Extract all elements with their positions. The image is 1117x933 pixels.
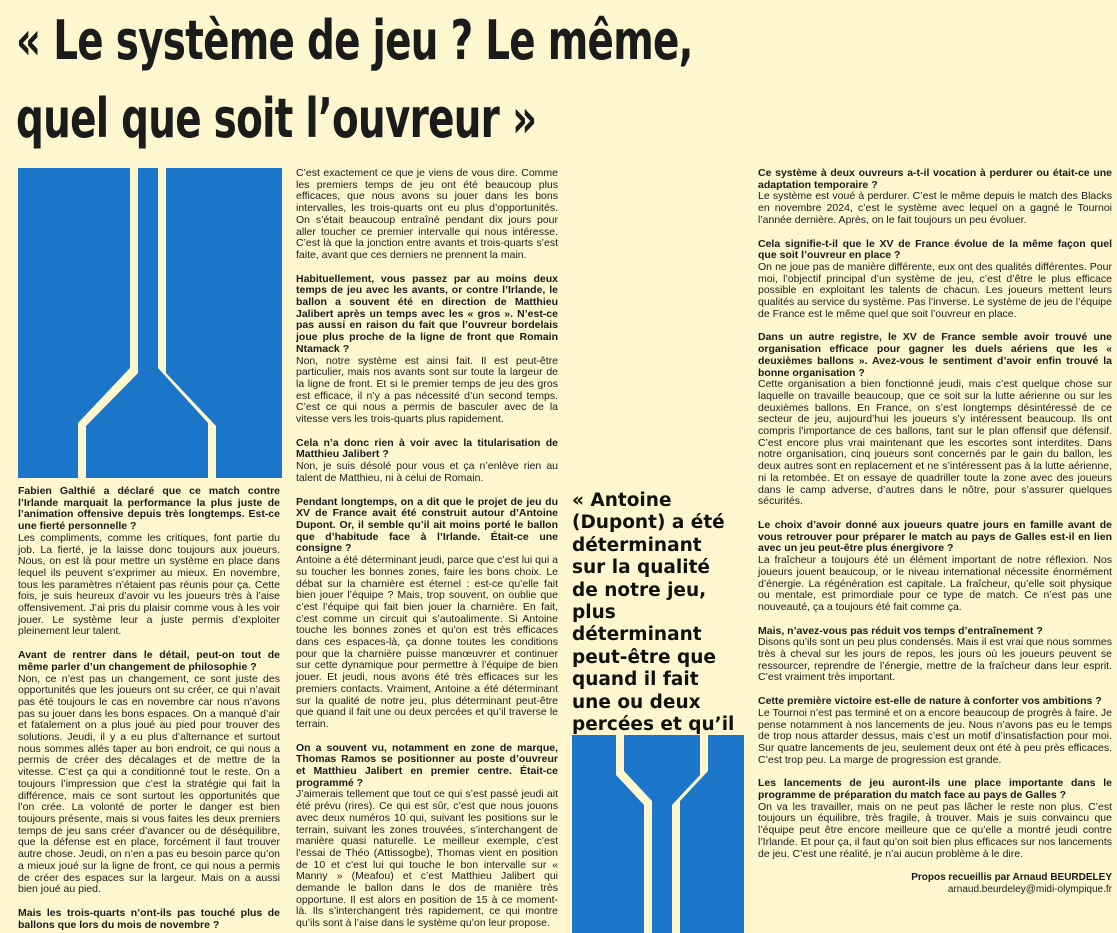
quote-mark-icon [572, 735, 744, 933]
question: Ce système à deux ouvreurs a-t-il vocation à perdurer ou était-ce une adaptation temporaire ? [758, 167, 1112, 191]
question: Dans un autre registre, le XV de France semble avoir trouvé une organisation efficace pour gagner les duels aériens que les « deuxièmes ballons ». Avez-vous le sentiment d’avoir enfin trouvé la bonne organisation ? [758, 331, 1112, 379]
answer: Le Tournoi n’est pas terminé et on a encore beaucoup de progrès à faire. Je pense notamment à nos lancements de jeu. Nous n’avons pas eu le temps de trop nous attarder dessus, mais c’est un motif d’insatisfaction pour moi. Sur quatre lancements de jeu, seulement deux ont été à peu près efficaces. C’est trop peu. La marge de progression est grande. [758, 706, 1112, 766]
question: Avant de rentrer dans le détail, peut-on tout de même parler d’un changement de philosophie ? [18, 649, 280, 673]
question: Cette première victoire est-elle de nature à conforter vos ambitions ? [758, 695, 1102, 708]
question: Les lancements de jeu auront-ils une place importante dans le programme de préparation du match face au pays de Galles ? [758, 777, 1112, 802]
answer: On va les travailler, mais on ne peut pas lâcher le reste non plus. C’est toujours un équilibre, très fragile, à trouver. Mais je suis convaincu que l’équipe peut être encore meilleure que ce qu’elle a montré jeudi contre l’Irlande. Et pour ça, il faut qu’on soit bien plus efficaces sur nos lancements de jeu. C’est une réalité, je n’ai aucun problème à le dire. [758, 800, 1112, 860]
column-2 [296, 168, 558, 930]
answer: Antoine a été déterminant jeudi, parce que c’est lui qui a su toucher les bonnes zones, faire les bons choix. Le débat sur la charnière est éternel : est-ce qu’elle fait bien jouer l’équipe ? Mais, trop souvent, on oublie que c’est l’équipe qui fait bien jouer la charnière. En fait, c’est comme un circuit qui s’autoalimente. Si Antoine touche les bonnes zones et qu’on est très efficaces dans ces espaces-là, ça donne toutes les conditions pour que la charnière puisse manœuvrer et continuer sur cette dynamique pour permettre à l’équipe de bien jouer. Et jeudi, nous avons été très efficaces sur les premiers contacts. Vraiment, Antoine a été déterminant sur la qualité de notre jeu, plus déterminant peut-être que quand il fait une ou deux percées et qu’il traverse le terrain. [296, 554, 558, 730]
answer: Non, je suis désolé pour vous et ça n’enlève rien au talent de Matthieu, ni à celui de Romain. [296, 460, 558, 484]
question: Cela n’a donc rien à voir avec la titularisation de Matthieu Jalibert ? [296, 436, 558, 461]
byline-email[interactable]: arnaud.beurdeley@midi-olympique.fr [947, 883, 1112, 895]
answer: J’aimerais tellement que tout ce qui s’est passé jeudi ait été prévu (rires). Ce qui est sûr, c’est que nous jouons avec deux numéros 10 qui, suivant les positions sur le terrain, suivant les zones trouvées, s’interchangent de manière quasi naturelle. Le meilleur exemple, c’est l’essai de Théo (Attissogbe), Thomas vient en position de 10 et c’est lui qui touche le bon intervalle sur « Manny » (Meafou) et c’est Matthieu Jalibert qui demande le ballon dans le dos de manière très opportune. Il est alors en position de 15 à ce moment-là. Ils s’interchangent très rapidement, ce qui montre qu’ils sont à l’aise dans le système qu’on leur propose. [296, 788, 558, 930]
question: Le choix d’avoir donné aux joueurs quatre jours en famille avant de vous retrouver pour préparer le match au pays de Galles est-il en lien avec un jeu peut-être plus énergivore ? [758, 518, 1112, 555]
answer: Non, notre système est ainsi fait. Il est peut-être particulier, mais nos avants sont sur toute la largeur de la ligne de front. Et si le premier temps de jeu des gros est efficace, il n’y a pas nécessité d’un second temps. C’est ce qui nous a permis de basculer avec de la vitesse vers les trois-quarts plus rapidement. [296, 354, 558, 426]
headline-line-2: quel que soit l’ouvreur » [16, 87, 537, 150]
quote-mark-icon [18, 168, 282, 478]
question: Pendant longtemps, on a dit que le projet de jeu du XV de France avait été construit autour d’Antoine Dupont. Or, il semble qu’il ait moins porté le ballon que d’habitude face à l’Irlande. Était-ce une consigne ? [296, 495, 558, 555]
column-3 [758, 168, 1112, 896]
answer: Les compliments, comme les critiques, font partie du job. La fierté, je la laisse donc toujours aux joueurs. Nous, on est là pour mettre un système en place dans lequel ils peuvent s’exprimer au mieux. En novembre, tous les paramètres n’étaient pas réunis pour ça. Cette fois, je suis heureux d’avoir vu les joueurs très à l’aise offensivement. J’ai pris du plaisir comme vous à les voir jouer. Le système leur a juste permis d’exploiter pleinement leur talent. [18, 531, 280, 638]
answer: Cette organisation a bien fonctionné jeudi, mais c’est quelque chose sur laquelle on travaille beaucoup, que ce soit sur la lutte aérienne ou sur les deuxièmes ballons. En France, on s’est longtemps désintéressé de ce secteur de jeu, aujourd’hui les joueurs s’y intéressent beaucoup. Ils ont compris l’importance de ces ballons, tant sur le plan offensif que défensif. C’est encore plus vrai maintenant que les escortes sont interdites. Dans notre organisation, cinq joueurs sont concernés par le gain du ballon, les deux autres sont en replacement et ne s’intéressent pas à la lutte aérienne, ni la retombée. Et on essaye de quadriller toute la zone avec des joueurs dans le camp adverse, d’autres dans le nôtre, pour s’assurer quelques sécurités. [758, 378, 1112, 508]
answer: C’est exactement ce que je viens de vous dire. Comme les premiers temps de jeu ont été beaucoup plus efficaces, que nous avons su jouer dans les bons intervalles, les trois-quarts ont eu plus d’opportunités. On s’était beaucoup entraîné pendant dix jours pour aller toucher ce premier intervalle qui nous intéresse. C’est là que la jonction entre avants et trois-quarts s’est faite, avant que ces derniers ne prennent la main. [296, 167, 558, 261]
pull-quote: « Antoine (Dupont) a été déterminant sur la qualité de notre jeu, plus déterminant peut-être que quand il fait une ou deux percées et qu’il [572, 490, 735, 736]
question: On a souvent vu, notamment en zone de marque, Thomas Ramos se positionner au poste d’ouvreur et Matthieu Jalibert en premier centre. Était-ce programmé ? [296, 741, 558, 789]
byline [758, 872, 1112, 884]
byline-signature: Propos recueillis par Arnaud BEURDELEY [911, 872, 1112, 884]
question: Habituellement, vous passez par au moins deux temps de jeu avec les avants, or contre l’Irlande, le ballon a souvent été en direction de Matthieu Jalibert après un temps avec les « gros ». N’est-ce pas aussi en raison du fait que l’ouvreur bordelais joue plus proche de la ligne de front que Romain Ntamack ? [296, 272, 558, 355]
question: Fabien Galthié a déclaré que ce match contre l’Irlande marquait la performance la plus juste de l’animation offensive depuis très longtemps. Est-ce une fierté personnelle ? [18, 485, 280, 533]
answer: Disons qu’ils sont un peu plus condensés. Mais il est vrai que nous sommes très à cheval sur les jours de repos, les jours où les joueurs peuvent se ressourcer, reprendre de l’énergie, mettre de la fraîcheur dans leur esprit. C’est vraiment très important. [758, 636, 1112, 684]
headline [16, 2, 808, 158]
answer: On ne joue pas de manière différente, eux ont des qualités différentes. Pour moi, l’objectif principal d’un système de jeu, c’est d’être le plus efficace possible en exploitant les talents de chacun. Les joueurs mettent leurs qualités au service du système. Pas l’inverse. Le système de jeu de l’équipe de France est le même quel que soit l’ouvreur en place. [758, 260, 1112, 320]
question: Cela signifie-t-il que le XV de France évolue de la même façon quel que soit l’ouvreur en place ? [758, 237, 1112, 262]
question: Mais les trois-quarts n’ont-ils pas touché plus de ballons que lors du mois de novembre ? [18, 906, 280, 931]
headline-line-1: « Le système de jeu ? Le même, [16, 9, 693, 72]
answer: La fraîcheur a toujours été un élément important de notre réflexion. Nos joueurs jouent beaucoup, or le niveau international nécessite énormément d’énergie. La régénération est capitale. La fraîcheur, qu’elle soit physique ou mentale, est primordiale pour ce type de match. Ce n’est pas une nouveauté, ça a toujours été fait comme ça. [758, 554, 1112, 613]
answer: Non, ce n’est pas un changement, ce sont juste des opportunités que les joueurs ont su créer, ce qui n’avait pas été toujours le cas en novembre car nous n’avons pas su jouer dans les bons espaces. On a manqué d’air et fatalement on a plus joué au pied pour trouver des solutions. Jeudi, il y a eu plus d’alternance et surtout nous sommes allés taper au bon endroit, ce qui nous a permis de créer des décalages et de mettre de la vitesse. C’est ça qui a conditionné tout le reste. On a toujours l’impression que c’est la stratégie qui fait la différence, mais ce sont surtout les opportunités que l’on crée. La volonté de porter le danger est bien toujours présente, mais si vous faites les deux premiers temps de jeu sans créer d’avancer ou de déséquilibre, que la défense est en place, forcément il faut trouver autre chose. Jeudi, on n’en a pas eu besoin parce qu’on a mieux joué sur la ligne de front, ce qui nous a permis de créer des espaces sur la largeur. Mais on a aussi bien joué au pied. [18, 672, 280, 896]
column-1 [18, 486, 280, 931]
question: Mais, n’avez-vous pas réduit vos temps d’entraînement ? [758, 624, 1043, 637]
answer: Le système est voué à perdurer. C’est le même depuis le match des Blacks en novembre 2024, c’est le système avec lequel on a gagné le Tournoi l’année dernière. Après, on le fait toujours un peu évoluer. [758, 190, 1112, 226]
